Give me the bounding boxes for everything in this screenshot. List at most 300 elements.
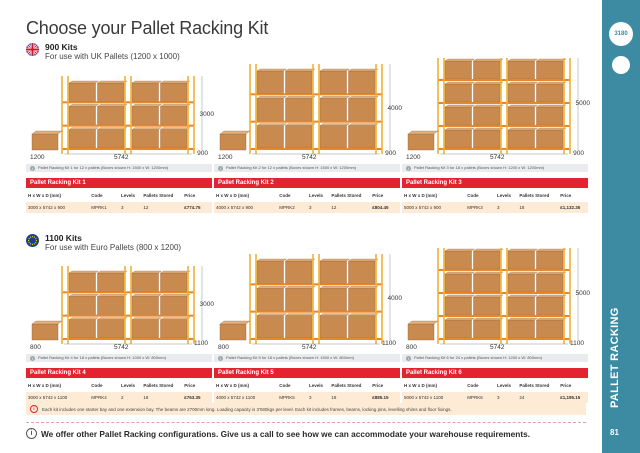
table-row xyxy=(26,202,212,213)
table-header-row xyxy=(214,189,400,202)
column-header-pallets: Pallets Stored xyxy=(143,383,174,388)
table-row xyxy=(214,392,400,403)
column-header-hwd: H x W x D (mm) xyxy=(28,193,62,198)
beam xyxy=(438,79,570,81)
pallet-box-top xyxy=(132,104,162,106)
column-header-code: Code xyxy=(91,193,103,198)
pallet-box-top xyxy=(508,105,538,107)
cell-levels: 3 xyxy=(119,202,141,213)
kit-panel-2 xyxy=(214,58,402,210)
pallet-box xyxy=(132,296,159,314)
kit-panel-5 xyxy=(214,248,402,400)
pallet-box xyxy=(98,106,125,124)
upright xyxy=(563,248,565,344)
dimension-width: 5742 xyxy=(302,344,317,351)
pallet-box-top xyxy=(286,259,316,261)
kit-name-bar: Pallet Racking Kit 5 xyxy=(214,368,400,378)
section-title: 900 Kits xyxy=(45,42,78,52)
column-header-code: Code xyxy=(279,193,291,198)
pallet-box-top xyxy=(508,295,538,297)
beam xyxy=(438,269,570,271)
pallet-box xyxy=(320,71,347,93)
pallet-box-top xyxy=(474,82,504,84)
kit-spec-table xyxy=(214,189,400,213)
pallet-box-top xyxy=(537,272,567,274)
cell-price: £804.45 xyxy=(370,202,400,213)
pallet-box-top xyxy=(349,314,379,316)
pallet-box xyxy=(98,296,125,314)
dimension-pallet: 800 xyxy=(406,344,417,351)
cell-hwd: 3000 x 5742 x 1100 xyxy=(26,392,89,403)
kit-spec-table xyxy=(214,379,400,403)
column-header-price: Price xyxy=(372,193,384,198)
pallet-box xyxy=(349,98,376,120)
pallet-box xyxy=(69,273,96,291)
upright xyxy=(443,58,445,154)
table-header-row xyxy=(214,379,400,392)
pallet-box xyxy=(349,261,376,283)
pallet-box-top xyxy=(537,59,567,61)
pallet-box-top xyxy=(98,128,128,130)
beam xyxy=(250,311,382,313)
upright xyxy=(381,254,383,344)
eu-flag-icon xyxy=(26,234,39,247)
pallet-box-top xyxy=(537,249,567,251)
pallet-box xyxy=(69,296,96,314)
kit-name-bar: Pallet Racking Kit 1 xyxy=(26,178,212,188)
kit-caption xyxy=(214,164,400,172)
kit-caption xyxy=(402,354,588,362)
upright xyxy=(563,58,565,154)
upright xyxy=(569,58,571,154)
cell-code: MPRK6 xyxy=(465,392,495,403)
pallet-box-top xyxy=(508,128,538,130)
info-icon: i xyxy=(406,166,411,171)
dimension-height: 4000 xyxy=(387,295,402,302)
beam xyxy=(62,315,194,317)
pallet-box xyxy=(98,130,125,148)
pallet-box-top xyxy=(257,314,287,316)
pallet-box xyxy=(537,84,564,102)
beam xyxy=(438,125,570,127)
column-header-levels: Levels xyxy=(309,383,324,388)
dimension-depth: 900 xyxy=(573,150,584,157)
dimension-depth: 900 xyxy=(197,150,208,157)
pallet-box xyxy=(537,107,564,125)
pallet-box-top xyxy=(508,318,538,320)
upright xyxy=(67,76,69,154)
pallet-box-top xyxy=(69,294,99,296)
column-header-hwd: H x W x D (mm) xyxy=(28,383,62,388)
pallet-box xyxy=(320,126,347,148)
pallet-box-top xyxy=(349,259,379,261)
sidebar xyxy=(602,0,640,453)
cell-code: MPRK4 xyxy=(89,392,119,403)
pallet-box xyxy=(445,84,472,102)
dimension-depth: 1100 xyxy=(570,340,584,347)
section-subtitle: For use with Euro Pallets (800 x 1200) xyxy=(45,243,182,252)
info-icon: i xyxy=(30,405,38,413)
pallet-box xyxy=(508,274,535,292)
kit-panel-6 xyxy=(402,248,590,400)
pallet-box-top xyxy=(320,286,350,288)
pallet-box xyxy=(161,320,188,338)
kit-name-bar: Pallet Racking Kit 6 xyxy=(402,368,588,378)
loose-pallet xyxy=(408,134,434,150)
column-header-price: Price xyxy=(184,193,196,198)
dimension-pallet: 1200 xyxy=(30,154,45,161)
pallet-box xyxy=(474,130,501,148)
upright xyxy=(249,254,251,344)
dimension-width: 5742 xyxy=(490,344,505,351)
upright xyxy=(437,58,439,154)
upright xyxy=(61,76,63,154)
pallet-box-top xyxy=(445,318,475,320)
column-header-hwd: H x W x D (mm) xyxy=(404,383,438,388)
pallet-box xyxy=(474,84,501,102)
pallet-box xyxy=(537,274,564,292)
column-header-levels: Levels xyxy=(309,193,324,198)
pallet-box-top xyxy=(98,81,128,83)
column-header-price: Price xyxy=(372,383,384,388)
pallet-box xyxy=(537,251,564,269)
brand-logo: 3180 xyxy=(609,22,633,46)
racking-drawing xyxy=(402,248,588,348)
pallet-box-top xyxy=(445,59,475,61)
pallet-box xyxy=(508,297,535,315)
beam xyxy=(250,283,382,285)
globe-icon xyxy=(612,56,630,74)
pallet-box-top xyxy=(257,96,287,98)
page-number: 81 xyxy=(610,428,619,437)
loose-pallet xyxy=(408,324,434,340)
pallet-box xyxy=(257,316,284,338)
pallet-box xyxy=(98,320,125,338)
info-icon: i xyxy=(26,428,37,439)
table-header-row xyxy=(26,189,212,202)
pallet-box-top xyxy=(508,82,538,84)
pallet-box-top xyxy=(286,286,316,288)
table-header-row xyxy=(402,379,588,392)
dimension-height: 3000 xyxy=(199,301,214,308)
racking-illustration xyxy=(402,248,588,368)
pallet-box-top xyxy=(320,314,350,316)
pallet-box-top xyxy=(537,82,567,84)
pallet-box-top xyxy=(161,104,191,106)
upright xyxy=(255,254,257,344)
pallet-box-top xyxy=(257,69,287,71)
pallet-box xyxy=(349,71,376,93)
upright xyxy=(381,64,383,154)
beam xyxy=(62,338,194,340)
beam xyxy=(62,101,194,103)
pallet-box-top xyxy=(69,128,99,130)
pallet-box-top xyxy=(508,272,538,274)
pallet-box xyxy=(320,316,347,338)
pallet-box-top xyxy=(286,124,316,126)
cell-levels: 3 xyxy=(307,202,329,213)
pallet-box xyxy=(349,316,376,338)
upright xyxy=(318,254,320,344)
pallet-box-top xyxy=(161,294,191,296)
column-header-price: Price xyxy=(560,383,572,388)
footer-callout xyxy=(26,428,530,439)
pallet-box xyxy=(508,320,535,338)
upright xyxy=(255,64,257,154)
pallet-box xyxy=(508,84,535,102)
pallet-box xyxy=(445,320,472,338)
pallet-box-top xyxy=(257,259,287,261)
section-subtitle: For use with UK Pallets (1200 x 1000) xyxy=(45,52,180,61)
upright xyxy=(318,64,320,154)
upright xyxy=(437,248,439,344)
kit-panel-4 xyxy=(26,248,214,400)
pallet-box xyxy=(161,130,188,148)
pallet-box-top xyxy=(132,294,162,296)
dimension-depth: 900 xyxy=(385,150,396,157)
beam xyxy=(62,148,194,150)
kit-caption xyxy=(26,164,212,172)
pallet-box-top xyxy=(132,271,162,273)
pallet-box xyxy=(508,107,535,125)
pallet-box-top xyxy=(445,128,475,130)
cell-code: MPRK3 xyxy=(465,202,495,213)
caption-text: Pallet Racking Kit 3 for 18 x pallets (Boxes shown H: 1200 x W: 1200mm) xyxy=(414,165,545,170)
kit-caption xyxy=(402,164,588,172)
cell-levels: 3 xyxy=(307,392,329,403)
loose-pallet xyxy=(32,134,58,150)
pallet-box-top xyxy=(474,318,504,320)
pallet-box-top xyxy=(320,124,350,126)
dimension-width: 5742 xyxy=(490,154,505,161)
pallet-box xyxy=(537,130,564,148)
pallet-box-top xyxy=(349,69,379,71)
pallet-box xyxy=(474,61,501,79)
pallet-box xyxy=(286,98,313,120)
upright xyxy=(312,254,314,344)
pallet-box-top xyxy=(537,128,567,130)
racking-drawing xyxy=(26,58,212,158)
cell-pallets: 24 xyxy=(517,392,558,403)
pallet-box-top xyxy=(69,318,99,320)
upright xyxy=(193,266,195,344)
column-header-code: Code xyxy=(467,383,479,388)
upright xyxy=(506,58,508,154)
pallet-box-top xyxy=(69,271,99,273)
caption-text: Pallet Racking Kit 6 for 24 x pallets (Boxes shown H: 1200 x W: 800mm) xyxy=(414,355,542,360)
dimension-depth: 1100 xyxy=(382,340,396,347)
beam xyxy=(438,292,570,294)
cell-code: MPRK1 xyxy=(89,202,119,213)
dimension-pallet: 1200 xyxy=(218,154,233,161)
table-row xyxy=(26,392,212,403)
section-title: 1100 Kits xyxy=(45,233,82,243)
note-text: Each kit includes one starter bay and one extension bay. The beams are 2700mm long. Loading capacity is 3'080kgs per level. Each kit includes frames, beams, locking pins, levelling shims and floor fixings. xyxy=(42,406,452,412)
table-header-row xyxy=(402,189,588,202)
pallet-box xyxy=(537,297,564,315)
divider xyxy=(26,422,586,423)
pallet-box xyxy=(132,106,159,124)
kit-spec-table xyxy=(402,379,588,403)
cell-pallets: 12 xyxy=(329,202,370,213)
column-header-code: Code xyxy=(91,383,103,388)
pallet-box-top xyxy=(445,249,475,251)
loose-pallet xyxy=(32,324,58,340)
pallet-box xyxy=(69,320,96,338)
dimension-height: 4000 xyxy=(387,105,402,112)
dimension-pallet: 800 xyxy=(30,344,41,351)
column-header-levels: Levels xyxy=(121,193,136,198)
dimension-depth: 1100 xyxy=(194,340,208,347)
pallet-box xyxy=(132,273,159,291)
pallet-box-top xyxy=(320,259,350,261)
column-header-pallets: Pallets Stored xyxy=(143,193,174,198)
column-header-pallets: Pallets Stored xyxy=(519,383,550,388)
pallet-box-top xyxy=(445,272,475,274)
dimension-width: 5742 xyxy=(114,344,129,351)
upright xyxy=(500,58,502,154)
column-header-levels: Levels xyxy=(121,383,136,388)
cell-hwd: 5000 x 5742 x 1100 xyxy=(402,392,465,403)
pallet-box-top xyxy=(132,318,162,320)
pallet-box-top xyxy=(474,59,504,61)
info-icon: i xyxy=(30,166,35,171)
column-header-code: Code xyxy=(279,383,291,388)
info-icon: i xyxy=(30,356,35,361)
beam xyxy=(438,338,570,340)
pallet-box xyxy=(257,126,284,148)
beam xyxy=(250,93,382,95)
pallet-box-top xyxy=(257,124,287,126)
pallet-box xyxy=(445,130,472,148)
pallet-box-top xyxy=(98,294,128,296)
beam xyxy=(62,125,194,127)
upright xyxy=(193,76,195,154)
column-header-pallets: Pallets Stored xyxy=(331,193,362,198)
racking-illustration xyxy=(402,58,588,178)
pallet-box xyxy=(69,130,96,148)
pallet-box-top xyxy=(474,295,504,297)
racking-drawing xyxy=(214,248,400,348)
pallet-box xyxy=(69,106,96,124)
pallet-box xyxy=(474,274,501,292)
cell-code: MPRK5 xyxy=(277,392,307,403)
cell-hwd: 4000 x 5742 x 1100 xyxy=(214,392,277,403)
kit-caption xyxy=(26,354,212,362)
dimension-width: 5742 xyxy=(302,154,317,161)
dimension-height: 3000 xyxy=(199,111,214,118)
pallet-box xyxy=(286,316,313,338)
pallet-box xyxy=(320,261,347,283)
caption-text: Pallet Racking Kit 1 for 12 x pallets (Boxes shown H: 1500 x W: 1200mm) xyxy=(38,165,169,170)
pallet-box-top xyxy=(474,249,504,251)
footer-text: We offer other Pallet Racking configurations. Give us a call to see how we can accommodate your warehouse requirements. xyxy=(41,428,531,439)
pallet-box xyxy=(474,297,501,315)
upright xyxy=(506,248,508,344)
pallet-box xyxy=(161,273,188,291)
caption-text: Pallet Racking Kit 4 for 18 x pallets (Boxes shown H: 1000 x W: 800mm) xyxy=(38,355,166,360)
caption-text: Pallet Racking Kit 5 for 18 x pallets (Boxes shown H: 1500 x W: 800mm) xyxy=(226,355,354,360)
cell-price: £1,195.15 xyxy=(558,392,588,403)
pallet-box-top xyxy=(161,271,191,273)
cell-price: £774.75 xyxy=(182,202,212,213)
pallet-box xyxy=(98,83,125,101)
kit-spec-table xyxy=(26,189,212,213)
upright xyxy=(249,64,251,154)
kit-panel-3 xyxy=(402,58,590,210)
racking-drawing xyxy=(214,58,400,158)
column-header-hwd: H x W x D (mm) xyxy=(404,193,438,198)
kit-panel-1 xyxy=(26,58,214,210)
dimension-pallet: 800 xyxy=(218,344,229,351)
dimension-height: 5000 xyxy=(575,290,590,297)
loose-pallet-top xyxy=(32,321,62,324)
column-header-price: Price xyxy=(560,193,572,198)
upright xyxy=(67,266,69,344)
pallet-box xyxy=(445,107,472,125)
pallet-box-top xyxy=(445,82,475,84)
pallet-box-top xyxy=(445,105,475,107)
pallet-box-top xyxy=(161,318,191,320)
pallet-box xyxy=(286,71,313,93)
loose-pallet-top xyxy=(220,321,250,324)
cell-hwd: 5000 x 5742 x 900 xyxy=(402,202,465,213)
loose-pallet-top xyxy=(220,131,250,134)
cell-pallets: 18 xyxy=(329,392,370,403)
pallet-box-top xyxy=(349,124,379,126)
kit-info-note xyxy=(26,403,586,415)
pallet-box-top xyxy=(537,105,567,107)
pallet-box xyxy=(286,261,313,283)
pallet-box xyxy=(132,130,159,148)
beam xyxy=(250,148,382,150)
pallet-box xyxy=(349,126,376,148)
pallet-box-top xyxy=(508,249,538,251)
dimension-width: 5742 xyxy=(114,154,129,161)
pallet-box-top xyxy=(98,318,128,320)
pallet-box-top xyxy=(474,272,504,274)
column-header-levels: Levels xyxy=(497,193,512,198)
column-header-price: Price xyxy=(184,383,196,388)
cell-pallets: 12 xyxy=(141,202,182,213)
pallet-box xyxy=(320,288,347,310)
pallet-box xyxy=(286,126,313,148)
pallet-box-top xyxy=(474,128,504,130)
pallet-box xyxy=(320,98,347,120)
pallet-box xyxy=(508,130,535,148)
column-header-pallets: Pallets Stored xyxy=(519,193,550,198)
upright xyxy=(187,266,189,344)
loose-pallet xyxy=(220,324,246,340)
pallet-box xyxy=(537,61,564,79)
pallet-box xyxy=(474,251,501,269)
pallet-box xyxy=(349,288,376,310)
kit-spec-table xyxy=(26,379,212,403)
pallet-box xyxy=(69,83,96,101)
racking-illustration xyxy=(26,58,212,178)
pallet-box-top xyxy=(537,318,567,320)
pallet-box xyxy=(445,61,472,79)
upright xyxy=(61,266,63,344)
upright xyxy=(443,248,445,344)
dimension-height: 5000 xyxy=(575,100,590,107)
upright xyxy=(312,64,314,154)
cell-levels: 3 xyxy=(495,202,517,213)
pallet-box-top xyxy=(132,128,162,130)
cell-hwd: 4000 x 5742 x 900 xyxy=(214,202,277,213)
column-header-levels: Levels xyxy=(497,383,512,388)
pallet-box xyxy=(257,261,284,283)
